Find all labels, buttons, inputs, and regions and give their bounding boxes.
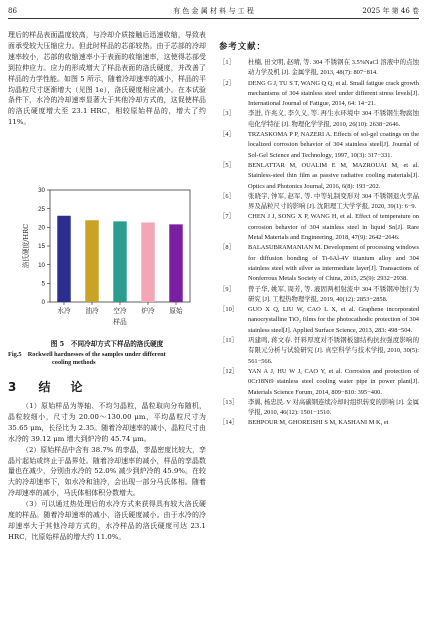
journal-title: 有 色 金 属 材 料 与 工 程 [173, 7, 254, 15]
y-tick-label: 20 [38, 224, 45, 232]
figure-5-chart [8, 184, 206, 334]
reference-text: DENG G J, TU S T, WANG Q Q, et al. Small fatigue crack growth mechanisms of 304 stainless steel under different stress levels[J]. International Journal of Fatigue, 2014, 64: 14−21. [248, 79, 419, 108]
x-tick-label: 原始 [169, 307, 183, 315]
page-number: 86 [8, 7, 17, 15]
reference-text: CHEN J J, SONG X P, WANG H, et al. Effect of temperature on corrosion behavior of 304 stainless steel in liquid Sn[J]. Rare Metal Materials and Engineering, 2018, 47(9): 2642−2646. [248, 213, 419, 242]
reference-list [219, 58, 419, 429]
left-column-text [8, 30, 206, 128]
header-rule [8, 18, 419, 19]
reference-item [219, 79, 419, 110]
y-tick-label: 30 [38, 187, 45, 195]
y-tick-label: 10 [38, 261, 45, 269]
section-title: 结 论 [38, 380, 87, 394]
x-tick-label: 油冷 [85, 307, 99, 315]
y-tick-label: 0 [41, 299, 45, 307]
reference-text: 杜楠, 田文明, 赵晴, 等. 304 不锈钢在 3.5%NaCl 溶液中的点蚀动力学及机 [J]. 金属学报, 2013, 48(7): 807−814. [248, 59, 419, 77]
volume-label: 2025 年 第 46 卷 [362, 7, 419, 15]
section-number: 3 [8, 380, 21, 394]
bar [141, 222, 154, 302]
reference-item [219, 418, 419, 428]
conclusion-text [8, 401, 206, 543]
reference-text: 曾子华, 姚军, 周芳, 等. 液固两相射流中 304 不锈钢冲蚀行为研究 [J]. 工程热物理学报, 2019, 40(12): 2853−2858. [248, 285, 419, 303]
reference-text: BEHPOUR M, GHOREISHI S M, KASHANI M K, et [248, 419, 389, 427]
reference-text: BALASUBRAMANIAN M. Development of processing windows for diffusion bonding of Ti-6Al-4V titanium alloy and 304 stainless steel with silver as intermediate layer[J]. Transactions of Nonferrous Metals Society of China, 2015, 25(9): 2932−2938. [248, 244, 419, 283]
x-axis-label: 样品 [113, 318, 127, 326]
x-tick-label: 空冷 [113, 307, 127, 315]
y-axis-label: 洛氏硬度/HRC [22, 223, 30, 269]
figure-caption-en-line1: Fig.5 Rockwell hardnesses of the samples under different [8, 351, 166, 358]
conclusion-paragraph: （3）可以通过热处理后的水冷方式来获得具有较大洛氏硬度的样品。随着冷却速率的减小，洛氏硬度减小。由于水冷的冷却速率大于其他冷却方式的，水冷样品的洛氏硬度可达 23.1 HRC，比原始样品的增大约 11.0%。 [8, 500, 206, 541]
reference-text: 张晓宇, 钟军, 赵军, 等. 中等轧制变形对 304 不锈钢退火孪晶界及晶粒尺寸的影响 [J]. 沈阳理工大学学报, 2020, 39(1): 6−9. [248, 192, 419, 211]
reference-text: TRZASKOMA P P, NAZERI A. Effects of sol-gel coatings on the localized corrosion behavior of 304 stainless steel[J]. Journal of Sol-Gel Science and Technology, 1997, 10(3): 317−331. [248, 131, 419, 159]
reference-number: ［1］ [219, 59, 235, 66]
conclusion-paragraph: （1）原始样品为等轴、不均匀晶粒，晶粒取向分布随机，晶粒较细小，尺寸为 20.00～130.00 μm，平均晶粒尺寸为 35.65 μm，长径比为 2.35。随着冷却速率的减小，晶粒尺寸由水冷的 39.12 μm 增大到炉冷的 45.74 μm。 [8, 402, 206, 443]
reference-item [219, 398, 419, 419]
reference-item [219, 336, 419, 367]
reference-item [219, 109, 419, 130]
reference-item [219, 212, 419, 243]
bar [169, 224, 182, 302]
page-header [8, 5, 419, 17]
references-title: 参考文献： [219, 41, 266, 51]
reference-number: ［5］ [219, 161, 235, 169]
x-tick-label: 水冷 [57, 307, 71, 315]
reference-number: ［9］ [219, 285, 235, 293]
reference-number: ［14］ [219, 419, 239, 427]
reference-item [219, 367, 419, 398]
y-tick-label: 5 [41, 280, 45, 288]
reference-item [219, 305, 419, 336]
reference-item [219, 285, 419, 306]
reference-number: ［2］ [219, 79, 235, 87]
x-tick-label: 炉冷 [141, 307, 155, 315]
y-tick-label: 15 [38, 243, 45, 251]
reference-text: GUO X Q, LIU W, CAO L X, et al. Graphene incorporated nanocrystalline TiO₂ films for the photocathodic protection of 304 stainless steel[J]. Applied Surface Science, 2013, 283: 498−504. [248, 306, 419, 334]
reference-number: ［6］ [219, 192, 235, 200]
figure-caption-cn: 图 5 不同冷却方式下样品的洛氏硬度 [50, 340, 164, 348]
figure-caption-en [8, 351, 206, 367]
bar-chart-svg [8, 184, 206, 334]
y-tick-label: 25 [38, 205, 45, 213]
bar [85, 220, 98, 302]
reference-item [219, 58, 419, 79]
reference-item [219, 130, 419, 161]
reference-item [219, 243, 419, 284]
reference-number: ［12］ [219, 367, 239, 375]
reference-number: ［10］ [219, 306, 239, 314]
bar [113, 221, 126, 302]
figure-caption-en-line2: cooling methods [52, 359, 96, 367]
reference-number: ［4］ [219, 131, 235, 139]
section-heading [8, 378, 87, 395]
references-column [219, 40, 419, 429]
body-paragraph: 理后的样品表面温度较高，与冷却介质接触后迅速收缩，导致表面承受较大压缩应力。但此时样品的芯部较热。由于芯部的冷却速率较小，芯部的收缩速率小于表面的收缩速率，这使得芯部受到拉伸应力。应力的形成增大了样品表面的洛氏硬度，并改善了样品的力学性能。如图 5 所示，随着冷却速率的减小，样品的平均晶粒尺寸逐渐增大（见图 1e），洛氏硬度相应减小。在本试验条件下，水冷的冷却速率显著大于其他冷却方式的，这促使样品的洛氏硬度增大至 23.1 HRC，相较原始样品的，增大了约 11%。 [8, 31, 206, 127]
reference-text: BENLATTAR M, OUALIM E M, MAZROUAI M, et al. Stainless-steel thin film as passive radiative cooling materials[J]. Optics and Photonics Journal, 2016, 6(8): 193−202. [248, 161, 419, 190]
reference-text: YAN A J, HU W J, CAO Y, et al. Corrosion and protection of 0Cr18Ni9 stainless steel cooling water pipe in power plant[J]. Materials Science Forum, 2014, 809−810: 395−400. [248, 367, 419, 396]
reference-number: ［11］ [219, 337, 238, 345]
reference-number: ［3］ [219, 110, 235, 118]
reference-text: 巩建鸣, 蒋文春. 钎料厚度对不锈钢板翅结构抗拉强度影响的有限元分析与试验研究 [J]. 真空科学与技术学报, 2010, 30(5): 561−566. [248, 337, 419, 365]
bar [57, 216, 70, 302]
reference-number: ［7］ [219, 213, 235, 221]
reference-item [219, 192, 419, 213]
reference-text: 李翼, 杨忠民. V 对高碳钢连续冷却时组织转变的影响 [J]. 金属学报, 2010, 46(12): 1501−1510. [248, 398, 420, 417]
reference-item [219, 161, 419, 192]
reference-number: ［8］ [219, 244, 235, 252]
reference-text: 李进, 许兆义, 李久义, 等. 再生水环境中 304 不锈钢生物腐蚀电化学特征 [J]. 物理化学学报, 2010, 26(10): 2638−2646. [248, 110, 419, 128]
reference-number: ［13］ [219, 398, 239, 406]
conclusion-paragraph: （2）原始样品中含有 38.7% 的孪晶，孪晶密度比较大，孪晶片起始或终止于晶界处。随着冷却速率的减小，样品的孪晶数量也在减少，分别由水冷的 52.0% 减少到炉冷的 45.9%。在较大的冷却速率下，如水冷和油冷，会出现一部分马氏体相。随着冷却速率的减小，马氏体相体积分数增大。 [8, 445, 206, 498]
